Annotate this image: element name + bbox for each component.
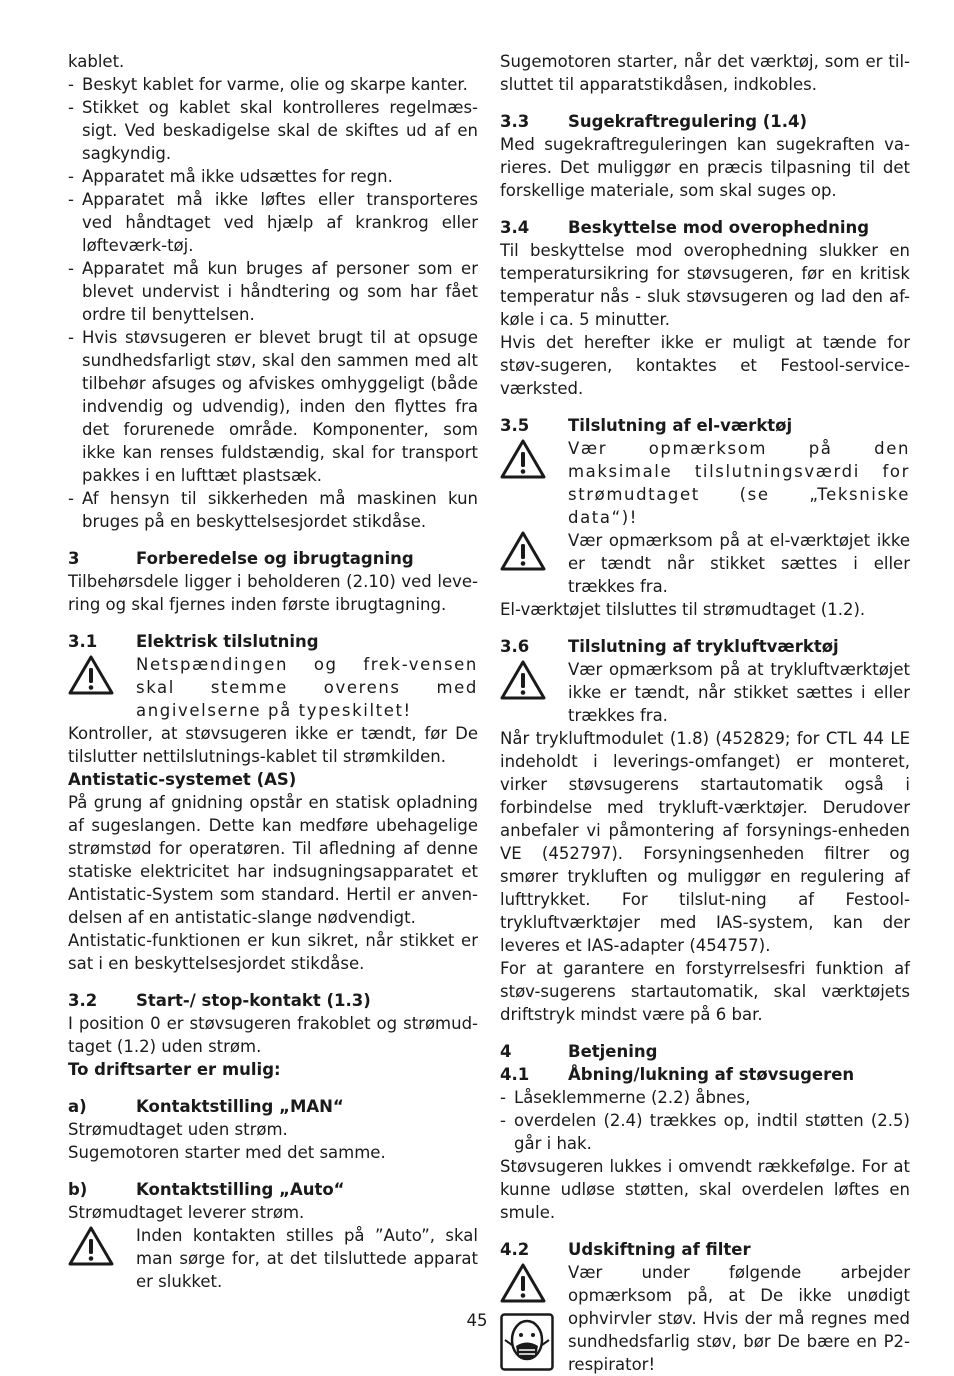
section-heading-3-5: 3.5 Tilslutning af el-værktøj [500, 416, 793, 435]
section-heading-4: 4 Betjening [500, 1042, 658, 1061]
right-intro: Sugemotoren starter, når det værktøj, som er til-sluttet til apparatstikdåsen, indkobles. [500, 52, 910, 94]
list-item: - Beskyt kablet for varme, olie og skarpe kanter. [68, 75, 468, 94]
section-3-4-text-2: Hvis det herefter ikke er muligt at tænde for støv-sugeren, kontaktes et Festool-service-værksted. [500, 333, 910, 398]
intro-continuation: kablet. [68, 52, 125, 71]
antistatic-text: På grung af gnidning opstår en statisk opladning af sugeslangen. Dette kan medføre ubehagelige strømstød for operatøren. Til afledning af denne statiske elektricitet har indsugningsapparatet et Antistatic-System som standard. Hertil er anven-delsen af en antistatic-slange nødvendigt. [68, 793, 478, 927]
antistatic-text-2: Antistatic-funktionen er kun sikret, når stikket er sat i en beskyttelsesjordet stikdåse. [68, 931, 478, 973]
warning-text: Inden kontakten stilles på ”Auto”, skal man sørge for, at det tilsluttede apparat er slukket. [136, 1226, 478, 1291]
warning-block [500, 658, 910, 727]
warning-triangle-icon [500, 658, 568, 704]
section-heading-4-2: 4.2 Udskiftning af filter [500, 1240, 751, 1259]
warning-text: Vær opmærksom på at el-værktøjet ikke er tændt når stikket sættes i eller trækkes fra. [568, 531, 910, 596]
section-heading-3-6: 3.6 Tilslutning af trykluftværktøj [500, 637, 839, 656]
warning-triangle-icon [500, 1263, 568, 1307]
list-item: - Apparatet må kun bruges af personer som er blevet undervist i håndtering og som har fået ordre til benyttelsen. [68, 259, 478, 324]
section-3-6-text: Når trykluftmodulet (1.8) (452829; for CTL 44 LE indeholdt i leverings-omfanget) er monteret, virker støvsugerens startautomatik også i forbindelse med trykluft-værktøjer. Derudover anbefaler vi påmontering af forsynings-enheden VE (452797). Forsyningsenheden filtrer og smører trykluften og muliggør en regulering af lufttrykket. For tilslut-ning af Festool-trykluftværktøjer med IAS-system, kan der leveres et IAS-adapter (454757). [500, 729, 910, 955]
warning-block [68, 1224, 478, 1293]
section-3-2-text: I position 0 er støvsugeren frakoblet og strømud-taget (1.2) uden strøm. [68, 1014, 478, 1056]
warning-triangle-icon [68, 1224, 136, 1270]
section-heading-b: b) Kontaktstilling „Auto“ [68, 1180, 345, 1199]
subheading-antistatic: Antistatic-systemet (AS) [68, 770, 297, 789]
section-heading-4-1: 4.1 Åbning/lukning af støvsugeren [500, 1065, 855, 1084]
list-item: - overdelen (2.4) trækkes op, indtil støtten (2.5) går i hak. [500, 1111, 910, 1153]
page-number: 45 [466, 1311, 488, 1330]
warning-block [500, 529, 910, 598]
section-3-text: Tilbehørsdele ligger i beholderen (2.10) ved leve-ring og skal fjernes inden første ibrugtagning. [68, 572, 478, 614]
section-heading-3: 3 Forberedelse og ibrugtagning [68, 549, 414, 568]
mode-a-line-2: Sugemotoren starter med det samme. [68, 1143, 386, 1162]
right-column [500, 50, 910, 1376]
mode-b-line-1: Strømudtaget leverer strøm. [68, 1203, 305, 1222]
subheading-modes: To driftsarter er mulig: [68, 1060, 281, 1079]
warning-block [68, 653, 478, 722]
section-4-1-text: Støvsugeren lukkes i omvendt rækkefølge. For at kunne udløse støtten, skal overdelen løftes en smule. [500, 1157, 910, 1222]
section-3-3-text: Med sugekraftreguleringen kan sugekraften va-rieres. Det muliggør en præcis tilpasning til det forskellige materiale, som skal suges op. [500, 135, 910, 200]
warning-text: Vær opmærksom på den maksimale tilslutningsværdi for strømudtaget (se „Teksniske data“)! [568, 439, 910, 527]
section-3-1-text: Kontroller, at støvsugeren ikke er tændt, før De tilslutter nettilslutnings-kablet til strømkilden. [68, 724, 478, 766]
section-heading-3-4: 3.4 Beskyttelse mod overophedning [500, 218, 870, 237]
warning-text: Vær opmærksom på at trykluftværktøjet ikke er tændt, når stikket sættes i eller trækkes fra. [568, 660, 910, 725]
section-heading-3-3: 3.3 Sugekraftregulering (1.4) [500, 112, 808, 131]
list-item: - Låseklemmerne (2.2) åbnes, [500, 1088, 751, 1107]
left-column [68, 50, 478, 1293]
warning-block [500, 437, 910, 529]
warning-text: Netspændingen og frek-vensen skal stemme overens med angivelserne på typeskiltet! [136, 655, 478, 720]
open-close-bullet-list [500, 1086, 910, 1155]
list-item: - Hvis støvsugeren er blevet brugt til at opsuge sundhedsfarligt støv, skal den sammen med alt tilbehør afsuges og afviskes omhyggeligt (både indvendig og udvendig), inden den flyttes fra det forurenede område. Komponenter, som ikke kan renses fuldstændig, skal for transport pakkes i en lufttæt plastsæk. [68, 328, 478, 485]
section-3-5-text: El-værktøjet tilsluttes til strømudtaget (1.2). [500, 600, 866, 619]
warning-triangle-icon [500, 529, 568, 575]
section-3-6-text-2: For at garantere en forstyrrelsesfri funktion af støv-sugerens startautomatik, skal værktøjets driftstryk mindst være på 6 bar. [500, 959, 910, 1024]
list-item: - Af hensyn til sikkerheden må maskinen kun bruges på en beskyttelsesjordet stikdåse. [68, 489, 478, 531]
section-heading-3-2: 3.2 Start-/ stop-kontakt (1.3) [68, 991, 371, 1010]
warning-text: Vær under følgende arbejder opmærksom på, at De ikke unødigt ophvirvler støv. Hvis der må regnes med sundhedsfarlig støv, bør De bære en P2-respirator! [568, 1263, 910, 1374]
list-item: - Stikket og kablet skal kontrolleres regelmæs-sigt. Ved beskadigelse skal de skiftes ud af en sagkyndig. [68, 98, 478, 163]
safety-bullet-list [68, 73, 478, 533]
mode-a-line-1: Strømudtaget uden strøm. [68, 1120, 288, 1139]
warning-triangle-icon [500, 437, 568, 483]
list-item: - Apparatet må ikke udsættes for regn. [68, 167, 393, 186]
section-3-4-text: Til beskyttelse mod overophedning slukker en temperatursikring for støvsugeren, før en kritisk temperatur nås - sluk støvsugeren og lad den af-køle i ca. 5 minutter. [500, 241, 910, 329]
section-heading-3-1: 3.1 Elektrisk tilslutning [68, 632, 319, 651]
warning-triangle-icon [68, 653, 136, 699]
section-heading-a: a) Kontaktstilling „MAN“ [68, 1097, 344, 1116]
list-item: - Apparatet må ikke løftes eller transporteres ved håndtaget ved hjælp af krankrog eller løfteværk-tøj. [68, 190, 478, 255]
